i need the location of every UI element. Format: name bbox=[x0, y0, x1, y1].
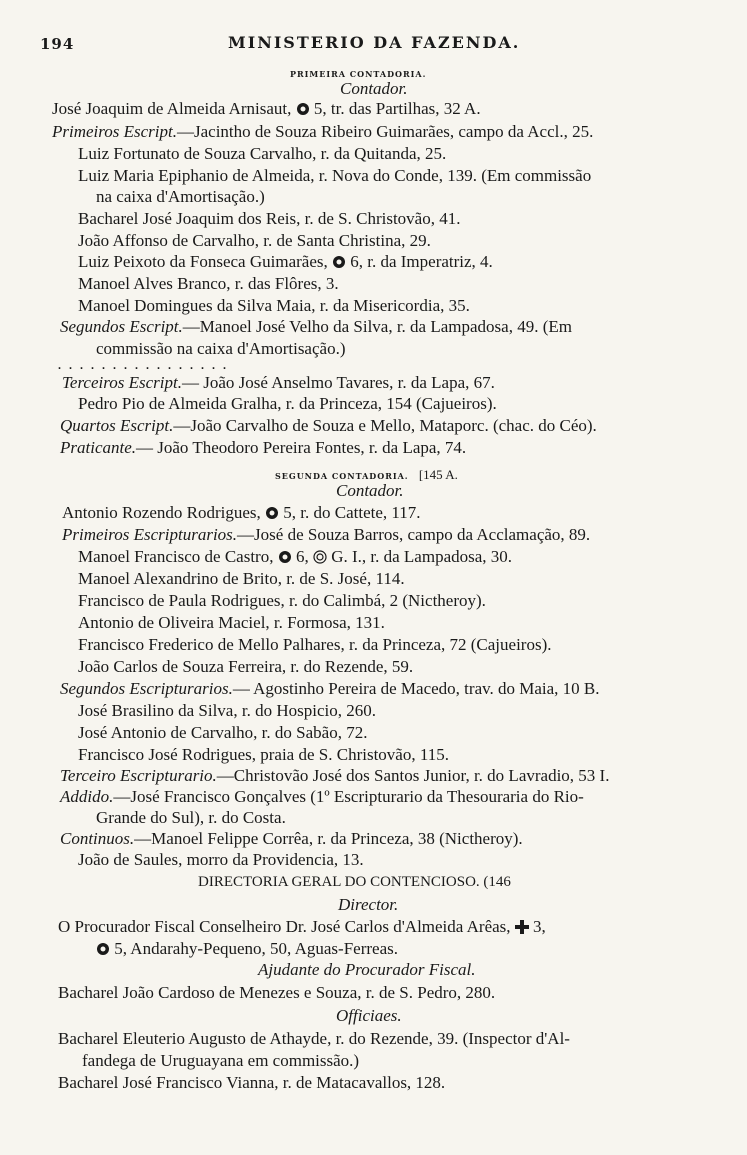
entry-line: Pedro Pio de Almeida Gralha, r. da Princeza, 154 (Cajueiros). bbox=[78, 394, 497, 413]
entry-line: O Procurador Fiscal Conselheiro Dr. José Carlos d'Almeida Arêas, 3, bbox=[58, 917, 546, 936]
entry-line: João Carlos de Souza Ferreira, r. do Rezende, 59. bbox=[78, 657, 414, 676]
entry-line: Manoel Francisco de Castro, 6, G. I., r. da Lampadosa, 30. bbox=[78, 547, 513, 566]
entry-line: Francisco de Paula Rodrigues, r. do Calimbá, 2 (Nictheroy). bbox=[78, 591, 486, 610]
entry-line: Manoel Alexandrino de Brito, r. de S. José, 114. bbox=[78, 569, 405, 588]
entry-line: fandega de Uruguayana em commissão.) bbox=[82, 1051, 360, 1070]
order-rose-icon bbox=[296, 102, 310, 116]
role-ajudante: Ajudante do Procurador Fiscal. bbox=[258, 960, 476, 979]
entry-line: Luiz Maria Epiphanio de Almeida, r. Nova do Conde, 139. (Em commissão bbox=[78, 166, 592, 185]
order-rose-icon bbox=[278, 550, 292, 564]
section-heading-segunda: SEGUNDA CONTADORIA. [145 A. bbox=[275, 467, 458, 482]
entry-line: Bacharel José Francisco Vianna, r. de Matacavallos, 128. bbox=[58, 1073, 446, 1092]
order-rose-icon bbox=[96, 942, 110, 956]
entry-line: Continuos.—Manoel Felippe Corrêa, r. da Princeza, 38 (Nictheroy). bbox=[60, 829, 523, 848]
section-heading-directoria: DIRECTORIA GERAL DO CONTENCIOSO. (146 bbox=[198, 874, 511, 890]
entry-line: Quartos Escript.—João Carvalho de Souza e Mello, Mataporc. (chac. do Céo). bbox=[60, 416, 597, 435]
entry-line: Francisco José Rodrigues, praia de S. Christovão, 115. bbox=[78, 745, 449, 764]
entry-line: commissão na caixa d'Amortisação.) bbox=[96, 339, 346, 358]
entry-line: na caixa d'Amortisação.) bbox=[96, 187, 265, 206]
entry-line: Addido.—José Francisco Gonçalves (1º Escripturario da Thesouraria do Rio- bbox=[60, 787, 584, 806]
role-contador: Contador. bbox=[336, 481, 404, 500]
entry-line: Bacharel João Cardoso de Menezes e Souza, r. de S. Pedro, 280. bbox=[58, 983, 496, 1002]
entry-line: Manoel Alves Branco, r. das Flôres, 3. bbox=[78, 274, 339, 293]
ellipsis-divider: ................ bbox=[58, 358, 234, 372]
entry-line: Bacharel Eleuterio Augusto de Athayde, r. do Rezende, 39. (Inspector d'Al- bbox=[58, 1029, 570, 1048]
entry-line: Praticante.— João Theodoro Pereira Fontes, r. da Lapa, 74. bbox=[60, 438, 467, 457]
entry-line: José Joaquim de Almeida Arnisaut, 5, tr. das Partilhas, 32 A. bbox=[52, 99, 481, 118]
role-officiaes: Officiaes. bbox=[336, 1006, 402, 1025]
entry-line: Grande do Sul), r. do Costa. bbox=[96, 808, 286, 827]
order-rose-icon bbox=[265, 506, 279, 520]
entry-line: Luiz Fortunato de Souza Carvalho, r. da Quitanda, 25. bbox=[78, 144, 447, 163]
order-rose-icon bbox=[332, 255, 346, 269]
entry-line: Antonio de Oliveira Maciel, r. Formosa, 131. bbox=[78, 613, 385, 632]
entry-line: José Antonio de Carvalho, r. do Sabão, 72. bbox=[78, 723, 368, 742]
entry-line: José Brasilino da Silva, r. do Hospicio, 260. bbox=[78, 701, 376, 720]
order-cross-icon bbox=[515, 920, 529, 934]
role-contador: Contador. bbox=[340, 79, 408, 98]
entry-line: João Affonso de Carvalho, r. de Santa Christina, 29. bbox=[78, 231, 431, 250]
entry-line: Bacharel José Joaquim dos Reis, r. de S. Christovão, 41. bbox=[78, 209, 461, 228]
page-title: MINISTERIO DA FAZENDA. bbox=[228, 33, 521, 52]
entry-line: Manoel Domingues da Silva Maia, r. da Misericordia, 35. bbox=[78, 296, 470, 315]
entry-line: Terceiro Escripturario.—Christovão José dos Santos Junior, r. do Lavradio, 53 I. bbox=[60, 766, 610, 785]
entry-line: Antonio Rozendo Rodrigues, 5, r. do Cattete, 117. bbox=[62, 503, 421, 522]
entry-line: Primeiros Escript.—Jacintho de Souza Ribeiro Guimarães, campo da Accl., 25. bbox=[52, 122, 594, 141]
entry-line: Primeiros Escripturarios.—José de Souza Barros, campo da Acclamação, 89. bbox=[62, 525, 591, 544]
section-heading-primeira: PRIMEIRA CONTADORIA. bbox=[290, 69, 427, 79]
entry-line: Segundos Escript.—Manoel José Velho da Silva, r. da Lampadosa, 49. (Em bbox=[60, 317, 572, 336]
entry-line: João de Saules, morro da Providencia, 13. bbox=[78, 850, 364, 869]
entry-line: Segundos Escripturarios.— Agostinho Pereira de Macedo, trav. do Maia, 10 B. bbox=[60, 679, 600, 698]
entry-line: Luiz Peixoto da Fonseca Guimarães, 6, r. da Imperatriz, 4. bbox=[78, 252, 493, 271]
entry-line: 5, Andarahy-Pequeno, 50, Aguas-Ferreas. bbox=[96, 939, 398, 959]
entry-line: Terceiros Escript.— João José Anselmo Tavares, r. da Lapa, 67. bbox=[62, 373, 495, 392]
entry-line: Francisco Frederico de Mello Palhares, r. da Princeza, 72 (Cajueiros). bbox=[78, 635, 552, 654]
page-number: 194 bbox=[40, 35, 75, 53]
role-director: Director. bbox=[338, 895, 399, 914]
order-cross-icon bbox=[313, 550, 327, 564]
